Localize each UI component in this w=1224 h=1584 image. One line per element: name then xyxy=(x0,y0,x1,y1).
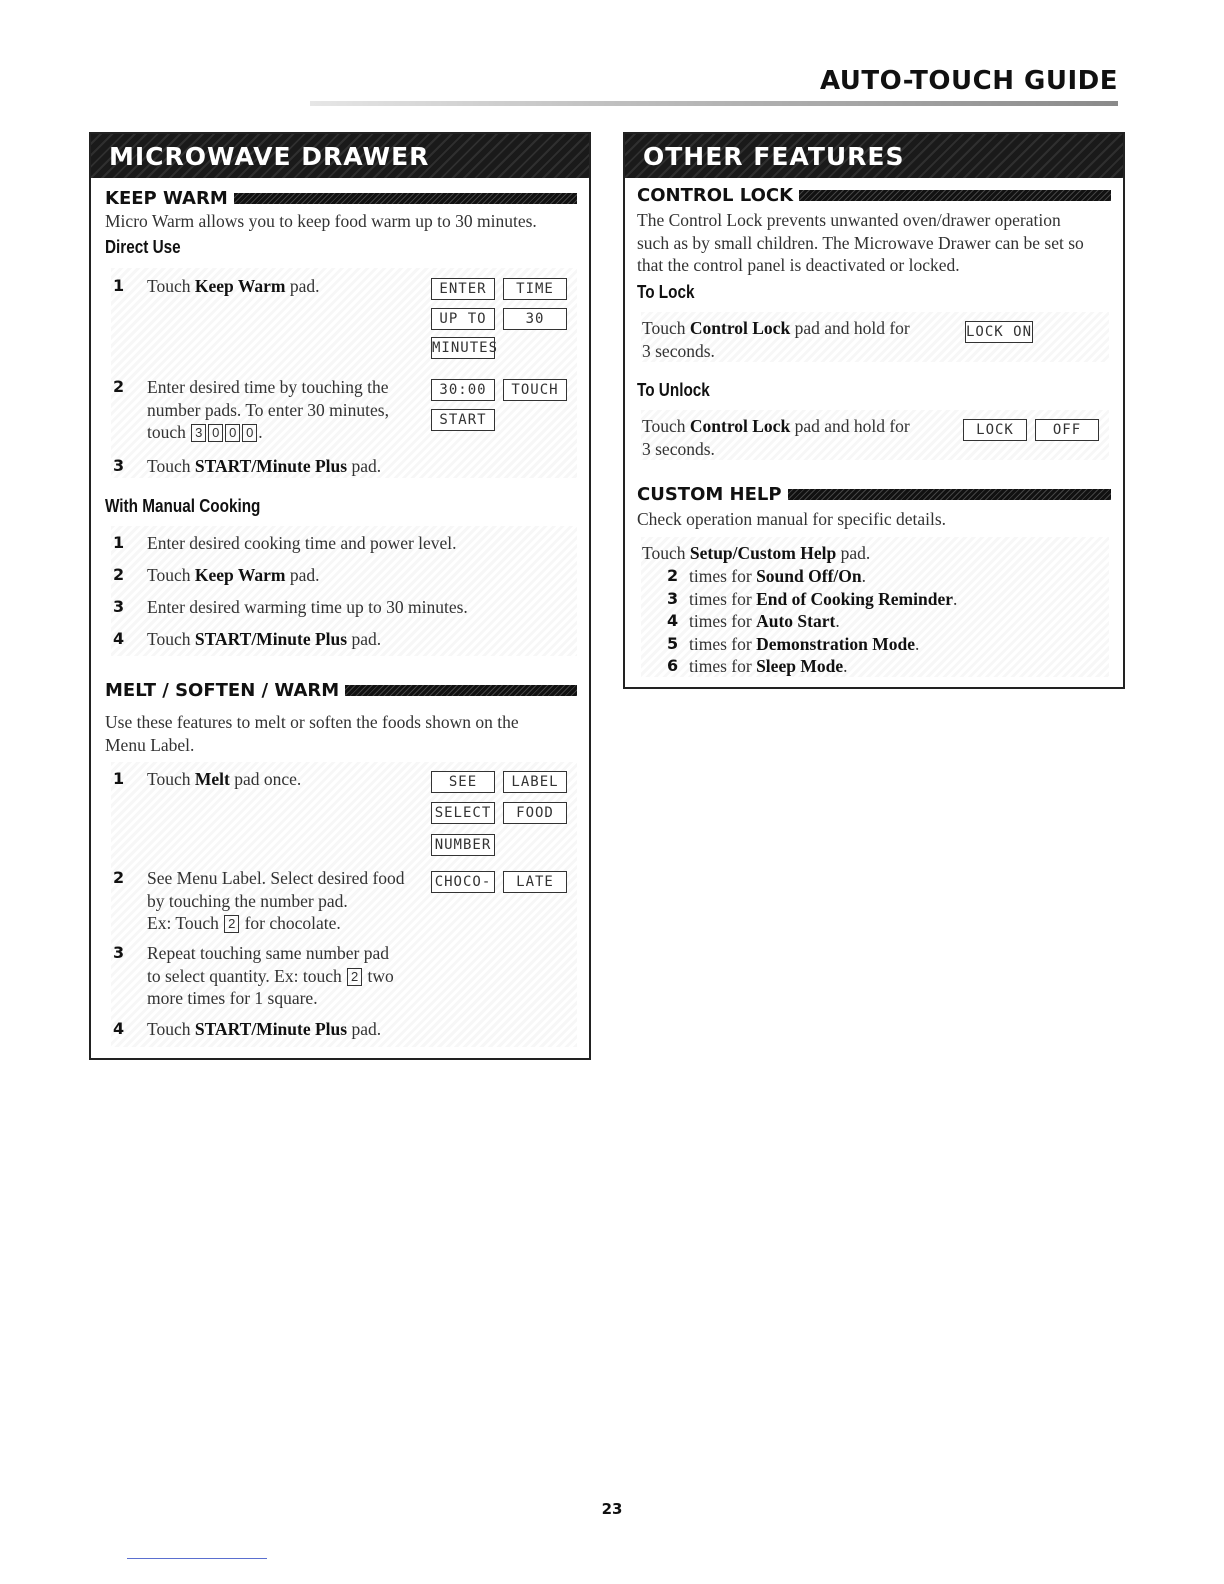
to-lock-heading: To Lock xyxy=(637,282,695,302)
to-unlock-heading: To Unlock xyxy=(637,380,710,400)
display-panel: LOCK xyxy=(963,419,1027,441)
number-key: 2 xyxy=(347,968,362,986)
control-lock-intro: The Control Lock prevents unwanted oven/drawer operation such as by small children. The Microwave Drawer can be set so that the control panel is deactivated or locked. xyxy=(637,210,1084,275)
page-title: AUTO-TOUCH GUIDE xyxy=(819,66,1118,96)
display-panel: MINUTES xyxy=(431,337,495,359)
display-panel: TOUCH xyxy=(503,379,567,401)
microwave-drawer-panel: MICROWAVE DRAWER KEEP WARM Micro Warm allows you to keep food warm up to 30 minutes. Direct Use 1 Touch Keep Warm pad. ENTER TIME UP TO 30 MINUTES 2 Enter desired time by touching the number pads. To enter 30 minutes, touch 3 0 0 0 . 30:00 TOUCH START 3 Touch START/Minute Plus pad. With Manual Cooking 1 Enter desired cooking time and power level. 2 Touch Keep Warm pad. 3 Enter desired warming time up to 30 minutes. 4 Touch START/Minute Plus pad. MELT / SOFTEN / WARM Use these features to melt or soften the foods shown on the Menu Label. 1 Touch Melt pad once. SEE LABEL SELECT FOOD NUMBER 2 See Menu Label. Select desired food by touching the number pad. Ex: Touch 2 for chocolate. CHOCO- LATE 3 Repeat touching same number pad to select quantity. Ex: touch 2 two more times for 1 square. 4 Touch START/Minute Plus pad. xyxy=(89,132,591,1060)
custom-help-touch: Touch Setup/Custom Help pad. xyxy=(642,543,871,563)
footer-rule xyxy=(127,1558,267,1559)
display-panel: 30:00 xyxy=(431,379,495,401)
control-lock-heading: CONTROL LOCK xyxy=(637,185,1111,206)
panel-banner: MICROWAVE DRAWER xyxy=(91,134,589,178)
display-panel: OFF xyxy=(1035,419,1099,441)
display-panel: UP TO xyxy=(431,308,495,330)
keep-warm-heading: KEEP WARM xyxy=(105,188,577,209)
number-key: 0 xyxy=(242,424,257,442)
number-key: 0 xyxy=(225,424,240,442)
to-unlock-step: Touch Control Lock pad and hold for 3 seconds. xyxy=(642,416,910,459)
display-panel: CHOCO- xyxy=(431,871,495,893)
custom-help-intro: Check operation manual for specific details. xyxy=(637,509,947,529)
page-number: 23 xyxy=(601,1500,623,1518)
header-rule xyxy=(310,101,1118,106)
melt-heading: MELT / SOFTEN / WARM xyxy=(105,680,577,701)
melt-intro: Use these features to melt or soften the foods shown on the Menu Label. xyxy=(105,712,519,755)
to-lock-step: Touch Control Lock pad and hold for 3 seconds. xyxy=(642,318,910,361)
display-panel: TIME xyxy=(503,278,567,300)
number-key: 2 xyxy=(224,915,239,933)
display-panel: LABEL xyxy=(503,771,567,793)
keep-warm-intro: Micro Warm allows you to keep food warm up to 30 minutes. xyxy=(105,211,537,231)
display-panel: ENTER xyxy=(431,278,495,300)
manual-cooking-heading: With Manual Cooking xyxy=(105,496,261,516)
display-panel: SEE xyxy=(431,771,495,793)
other-features-panel: OTHER FEATURES CONTROL LOCK The Control Lock prevents unwanted oven/drawer operation such as by small children. The Microwave Drawer can be set so that the control panel is deactivated or locked. To Lock Touch Control Lock pad and hold for 3 seconds. LOCK ON To Unlock Touch Control Lock pad and hold for 3 seconds. LOCK OFF CUSTOM HELP Check operation manual for specific details. Touch Setup/Custom Help pad. 2 times for Sound Off/On. 3 times for End of Cooking Reminder. 4 times for Auto Start. 5 times for Demonstration Mode. 6 times for Sleep Mode. xyxy=(623,132,1125,689)
custom-help-heading: CUSTOM HELP xyxy=(637,484,1111,505)
display-panel: FOOD xyxy=(503,802,567,824)
display-panel: 30 xyxy=(503,308,567,330)
panel-banner: OTHER FEATURES xyxy=(625,134,1123,178)
display-panel: SELECT xyxy=(431,802,495,824)
display-panel: NUMBER xyxy=(431,834,495,856)
display-panel: LOCK ON xyxy=(965,321,1033,343)
display-panel: LATE xyxy=(503,871,567,893)
number-key: 3 xyxy=(191,424,206,442)
display-panel: START xyxy=(431,409,495,431)
number-key: 0 xyxy=(208,424,223,442)
direct-use-heading: Direct Use xyxy=(105,237,181,257)
